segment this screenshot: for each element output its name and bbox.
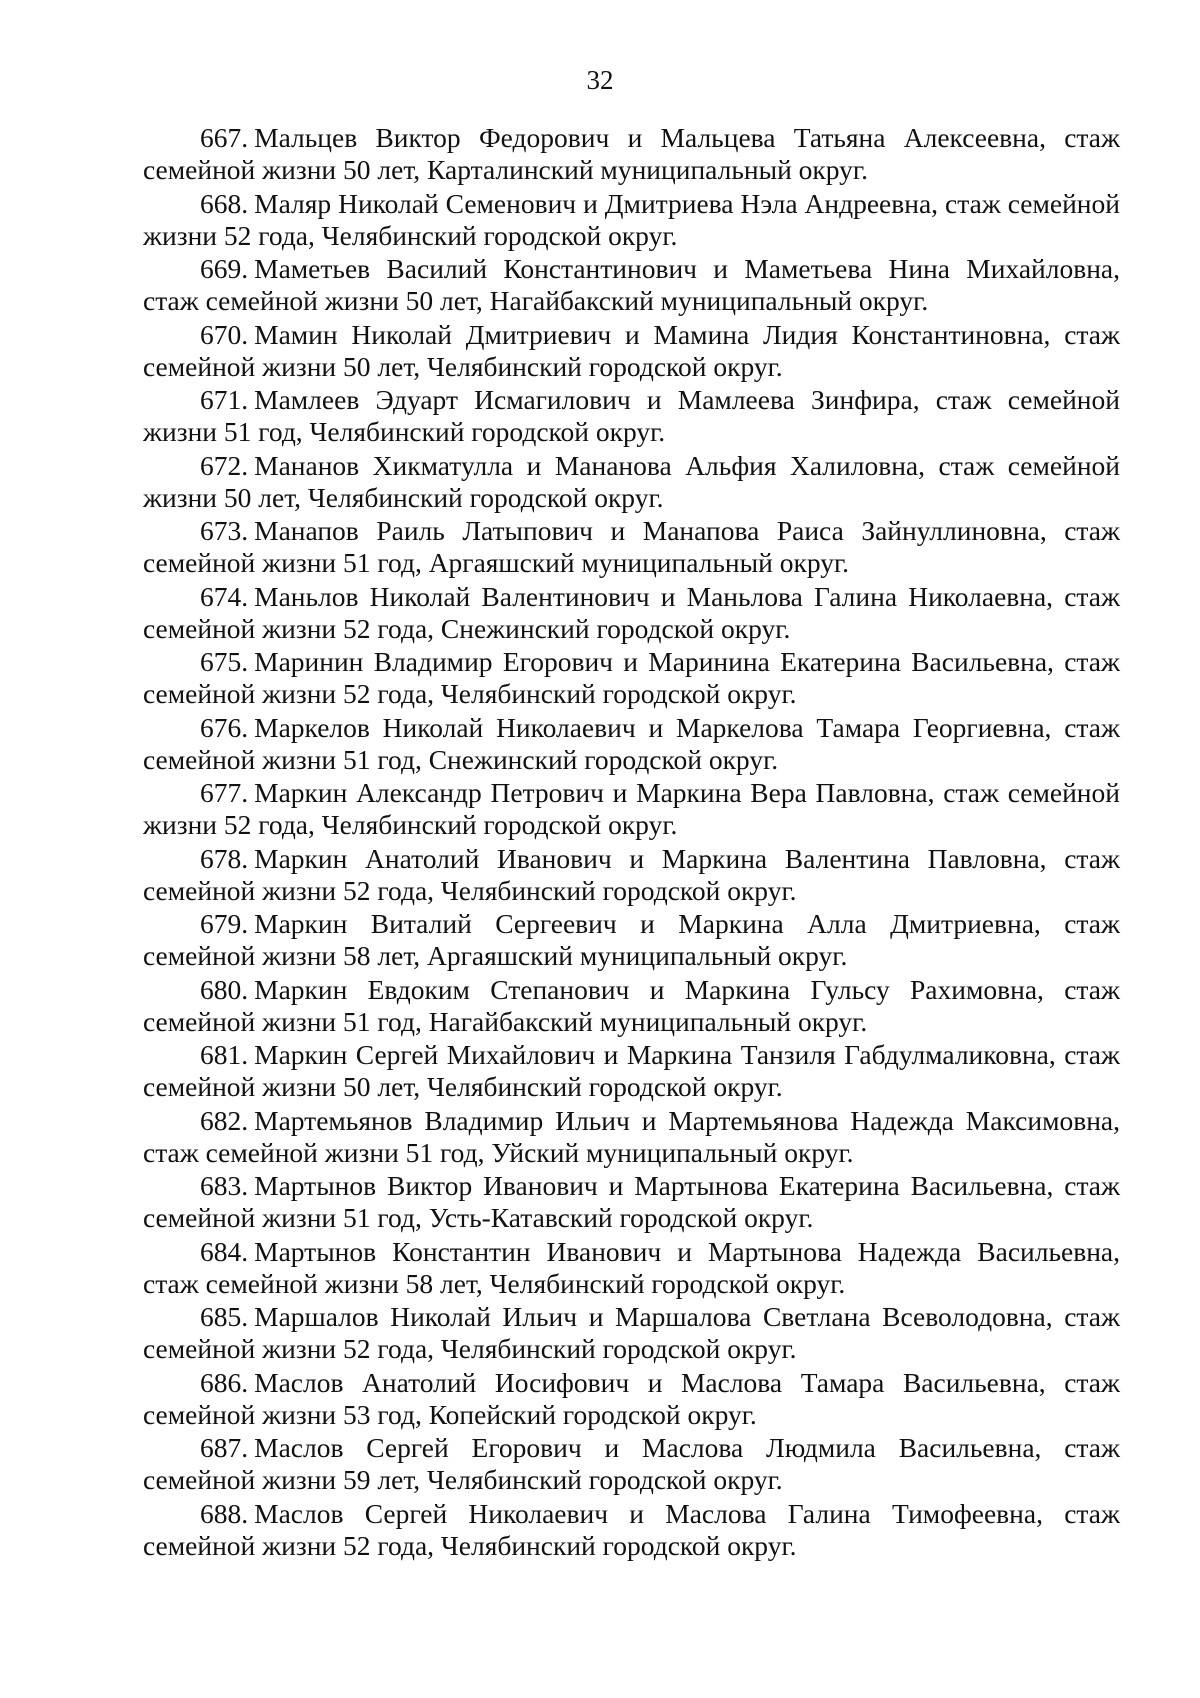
- list-item: [143, 1039, 1120, 1103]
- entry-text: Мамлеев Эдуарт Исмагилович и Мамлеева Зинфира, стаж семейной жизни 51 год, Челябинский городской округ.: [143, 384, 1120, 447]
- entry-number: 670.: [200, 318, 249, 350]
- page-number: 32: [586, 65, 614, 95]
- entry-number: 669.: [200, 253, 249, 284]
- list-item: [143, 122, 1120, 186]
- entry-text: Маршалов Николай Ильич и Маршалова Светлана Всеволодовна, стаж семейной жизни 52 года, Челябинский городской округ.: [143, 1301, 1120, 1364]
- list-item: [143, 1301, 1120, 1365]
- list-item: [143, 253, 1120, 317]
- entry-text: Мартынов Виктор Иванович и Мартынова Екатерина Васильевна, стаж семейной жизни 51 год, Усть-Катавский городской округ.: [143, 1170, 1120, 1233]
- entry-text: Маляр Николай Семенович и Дмитриева Нэла Андреевна, стаж семейной жизни 52 года, Челябинский городской округ.: [143, 187, 1120, 251]
- entry-number: 679.: [200, 908, 249, 939]
- entry-text: Маслов Анатолий Иосифович и Маслова Тамара Васильевна, стаж семейной жизни 53 год, Копейский городской округ.: [143, 1366, 1120, 1430]
- entry-text: Маркин Виталий Сергеевич и Маркина Алла Дмитриевна, стаж семейной жизни 58 лет, Аргаяшский муниципальный округ.: [143, 908, 1120, 971]
- list-item: [143, 974, 1120, 1038]
- entry-text: Мартынов Константин Иванович и Мартынова Надежда Васильевна, стаж семейной жизни 58 лет, Челябинский городской округ.: [143, 1235, 1120, 1299]
- entry-number: 671.: [200, 384, 249, 415]
- entry-text: Мамин Николай Дмитриевич и Мамина Лидия Константиновна, стаж семейной жизни 50 лет, Челябинский городской округ.: [143, 318, 1120, 382]
- entry-number: 687.: [200, 1432, 249, 1463]
- list-item: [143, 1105, 1120, 1169]
- entry-number: 683.: [200, 1170, 249, 1201]
- entry-number: 667.: [200, 122, 249, 153]
- entry-text: Маркелов Николай Николаевич и Маркелова Тамара Георгиевна, стаж семейной жизни 51 год, Снежинский городской округ.: [143, 711, 1120, 775]
- entry-number: 668.: [200, 187, 249, 219]
- entry-number: 676.: [200, 711, 249, 743]
- list-item: [143, 450, 1120, 514]
- entry-text: Маметьев Василий Константинович и Маметьева Нина Михайловна, стаж семейной жизни 50 лет, Нагайбакский муниципальный округ.: [143, 253, 1120, 316]
- entry-number: 688.: [200, 1497, 249, 1529]
- entry-number: 677.: [200, 777, 249, 808]
- entry-number: 686.: [200, 1366, 249, 1398]
- entry-text: Маслов Сергей Николаевич и Маслова Галина Тимофеевна, стаж семейной жизни 52 года, Челябинский городской округ.: [143, 1497, 1120, 1561]
- entry-number: 674.: [200, 580, 249, 612]
- entry-number: 673.: [200, 515, 249, 546]
- list-item: [143, 1498, 1120, 1562]
- entry-number: 684.: [200, 1235, 249, 1267]
- entry-text: Мартемьянов Владимир Ильич и Мартемьянова Надежда Максимовна, стаж семейной жизни 51 год, Уйский муниципальный округ.: [143, 1104, 1120, 1168]
- entries-list: [143, 122, 1120, 1563]
- list-item: [143, 581, 1120, 645]
- entry-text: Маньлов Николай Валентинович и Маньлова Галина Николаевна, стаж семейной жизни 52 года, Снежинский городской округ.: [143, 580, 1120, 644]
- entry-number: 685.: [200, 1301, 249, 1332]
- list-item: [143, 777, 1120, 841]
- entry-text: Маринин Владимир Егорович и Маринина Екатерина Васильевна, стаж семейной жизни 52 года, Челябинский городской округ.: [143, 646, 1120, 709]
- entry-text: Маркин Анатолий Иванович и Маркина Валентина Павловна, стаж семейной жизни 52 года, Челябинский городской округ.: [143, 842, 1120, 906]
- list-item: [143, 1236, 1120, 1300]
- list-item: [143, 1432, 1120, 1496]
- list-item: [143, 843, 1120, 907]
- entry-number: 680.: [200, 973, 249, 1005]
- entry-text: Маслов Сергей Егорович и Маслова Людмила Васильевна, стаж семейной жизни 59 лет, Челябинский городской округ.: [143, 1432, 1120, 1495]
- entry-number: 681.: [200, 1039, 249, 1070]
- entry-number: 682.: [200, 1104, 249, 1136]
- entry-number: 675.: [200, 646, 249, 677]
- list-item: [143, 319, 1120, 383]
- list-item: [143, 646, 1120, 710]
- entry-text: Манапов Раиль Латыпович и Манапова Раиса Зайнуллиновна, стаж семейной жизни 51 год, Аргаяшский муниципальный округ.: [143, 515, 1120, 578]
- list-item: [143, 908, 1120, 972]
- list-item: [143, 1170, 1120, 1234]
- entry-text: Маркин Сергей Михайлович и Маркина Танзиля Габдулмаликовна, стаж семейной жизни 50 лет, Челябинский городской округ.: [143, 1039, 1120, 1102]
- entry-text: Мальцев Виктор Федорович и Мальцева Татьяна Алексеевна, стаж семейной жизни 50 лет, Карталинский муниципальный округ.: [143, 122, 1120, 185]
- list-item: [143, 515, 1120, 579]
- entry-text: Маркин Александр Петрович и Маркина Вера Павловна, стаж семейной жизни 52 года, Челябинский городской округ.: [143, 777, 1120, 840]
- list-item: [143, 1367, 1120, 1431]
- entry-text: Мананов Хикматулла и Мананова Альфия Халиловна, стаж семейной жизни 50 лет, Челябинский городской округ.: [143, 449, 1120, 513]
- list-item: [143, 384, 1120, 448]
- entry-number: 678.: [200, 842, 249, 874]
- list-item: [143, 712, 1120, 776]
- list-item: [143, 188, 1120, 252]
- entry-number: 672.: [200, 449, 249, 481]
- entry-text: Маркин Евдоким Степанович и Маркина Гульсу Рахимовна, стаж семейной жизни 51 год, Нагайбакский муниципальный округ.: [143, 973, 1120, 1037]
